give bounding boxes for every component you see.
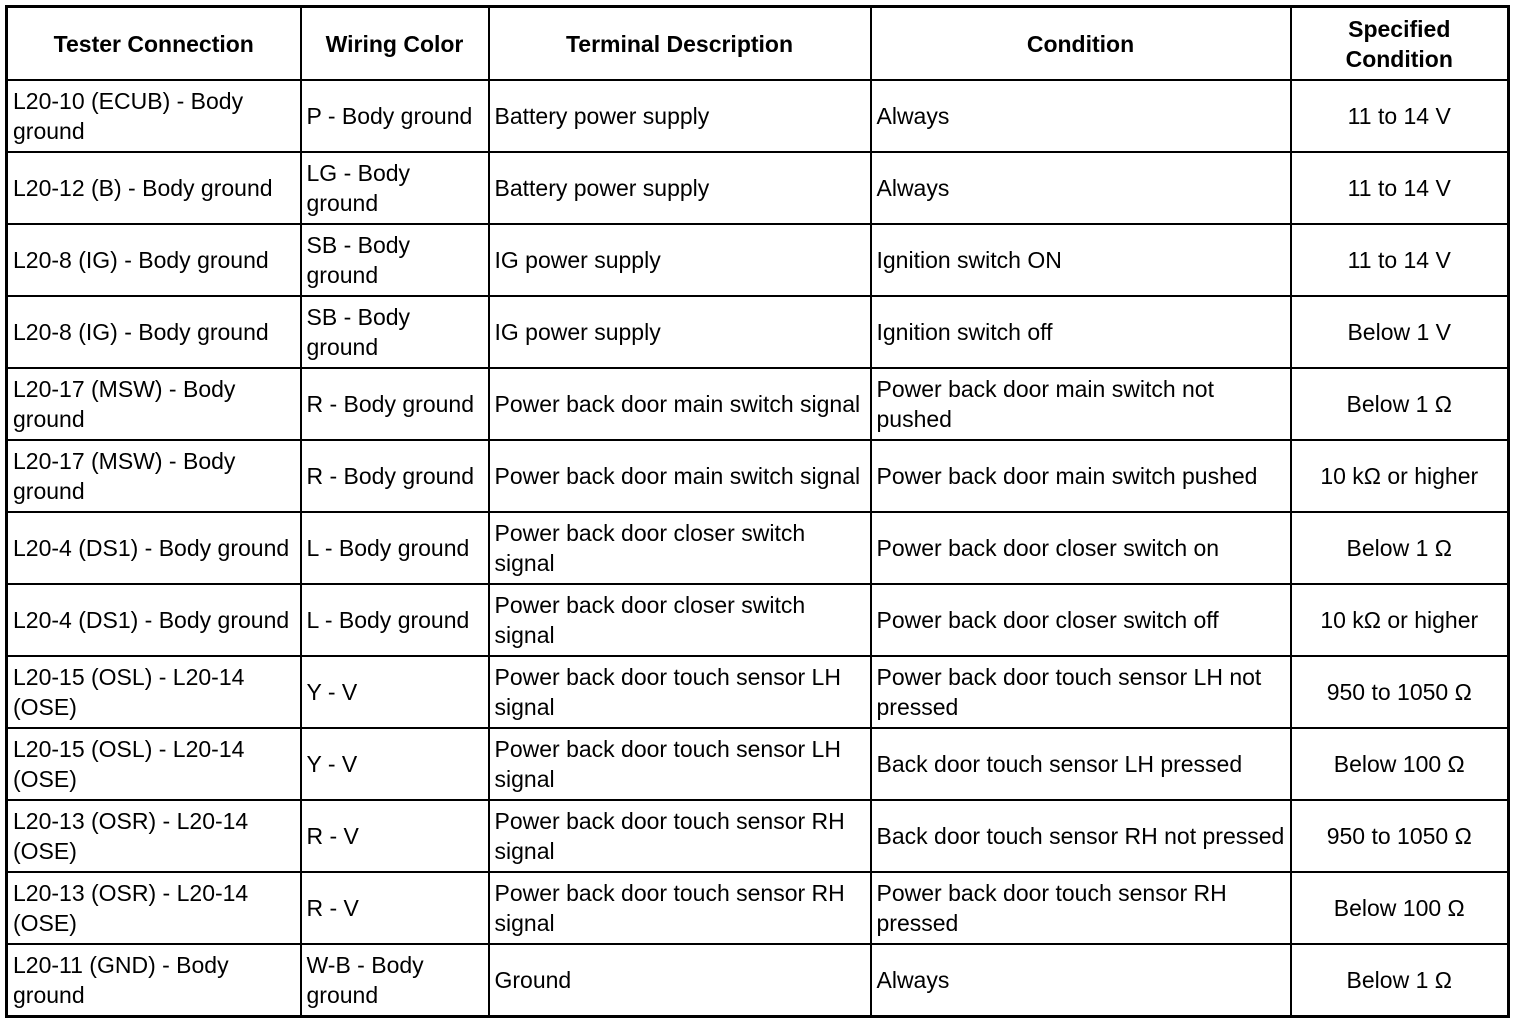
specified-condition-cell: Below 1 V bbox=[1291, 296, 1509, 368]
condition-cell: Back door touch sensor LH pressed bbox=[871, 728, 1291, 800]
specified-condition-cell: 11 to 14 V bbox=[1291, 152, 1509, 224]
terminal-description-cell: Power back door main switch signal bbox=[489, 368, 871, 440]
tester-connection-cell: L20-8 (IG) - Body ground bbox=[7, 296, 301, 368]
specified-condition-cell: 11 to 14 V bbox=[1291, 80, 1509, 152]
condition-cell: Always bbox=[871, 944, 1291, 1017]
wiring-color-cell: SB - Body ground bbox=[301, 224, 489, 296]
table-row bbox=[7, 584, 1509, 656]
header-wiring-color: Wiring Color bbox=[301, 7, 489, 81]
tester-connection-cell: L20-10 (ECUB) - Body ground bbox=[7, 80, 301, 152]
condition-cell: Back door touch sensor RH not pressed bbox=[871, 800, 1291, 872]
wiring-color-cell: L - Body ground bbox=[301, 512, 489, 584]
terminal-description-cell: Power back door closer switch signal bbox=[489, 512, 871, 584]
tester-connection-cell: L20-15 (OSL) - L20-14 (OSE) bbox=[7, 728, 301, 800]
table-row bbox=[7, 80, 1509, 152]
table-row bbox=[7, 944, 1509, 1017]
condition-cell: Power back door touch sensor LH not pressed bbox=[871, 656, 1291, 728]
terminal-description-cell: Battery power supply bbox=[489, 152, 871, 224]
terminal-description-cell: Power back door main switch signal bbox=[489, 440, 871, 512]
wiring-color-cell: P - Body ground bbox=[301, 80, 489, 152]
terminal-description-cell: Power back door closer switch signal bbox=[489, 584, 871, 656]
table-row bbox=[7, 440, 1509, 512]
table-header-row bbox=[7, 7, 1509, 81]
header-tester-connection: Tester Connection bbox=[7, 7, 301, 81]
terminal-description-cell: Power back door touch sensor RH signal bbox=[489, 800, 871, 872]
tester-connection-cell: L20-15 (OSL) - L20-14 (OSE) bbox=[7, 656, 301, 728]
specified-condition-cell: 11 to 14 V bbox=[1291, 224, 1509, 296]
table-row bbox=[7, 512, 1509, 584]
wiring-color-cell: R - V bbox=[301, 800, 489, 872]
condition-cell: Power back door closer switch on bbox=[871, 512, 1291, 584]
tester-connection-cell: L20-13 (OSR) - L20-14 (OSE) bbox=[7, 800, 301, 872]
terminal-description-cell: Power back door touch sensor RH signal bbox=[489, 872, 871, 944]
tester-connection-cell: L20-12 (B) - Body ground bbox=[7, 152, 301, 224]
terminal-check-table-wrapper bbox=[5, 5, 1507, 1018]
tester-connection-cell: L20-13 (OSR) - L20-14 (OSE) bbox=[7, 872, 301, 944]
specified-condition-cell: 950 to 1050 Ω bbox=[1291, 800, 1509, 872]
condition-cell: Ignition switch ON bbox=[871, 224, 1291, 296]
wiring-color-cell: LG - Body ground bbox=[301, 152, 489, 224]
wiring-color-cell: L - Body ground bbox=[301, 584, 489, 656]
condition-cell: Power back door touch sensor RH pressed bbox=[871, 872, 1291, 944]
condition-cell: Always bbox=[871, 80, 1291, 152]
specified-condition-cell: 10 kΩ or higher bbox=[1291, 584, 1509, 656]
specified-condition-cell: 950 to 1050 Ω bbox=[1291, 656, 1509, 728]
terminal-check-table bbox=[5, 5, 1510, 1018]
tester-connection-cell: L20-4 (DS1) - Body ground bbox=[7, 512, 301, 584]
table-row bbox=[7, 368, 1509, 440]
table-body bbox=[7, 80, 1509, 1017]
table-row bbox=[7, 872, 1509, 944]
wiring-color-cell: R - Body ground bbox=[301, 368, 489, 440]
table-row bbox=[7, 224, 1509, 296]
wiring-color-cell: SB - Body ground bbox=[301, 296, 489, 368]
table-row bbox=[7, 728, 1509, 800]
table-row bbox=[7, 800, 1509, 872]
tester-connection-cell: L20-11 (GND) - Body ground bbox=[7, 944, 301, 1017]
table-row bbox=[7, 296, 1509, 368]
wiring-color-cell: Y - V bbox=[301, 728, 489, 800]
tester-connection-cell: L20-17 (MSW) - Body ground bbox=[7, 368, 301, 440]
terminal-description-cell: Power back door touch sensor LH signal bbox=[489, 656, 871, 728]
condition-cell: Power back door main switch pushed bbox=[871, 440, 1291, 512]
specified-condition-cell: Below 100 Ω bbox=[1291, 872, 1509, 944]
condition-cell: Always bbox=[871, 152, 1291, 224]
header-condition: Condition bbox=[871, 7, 1291, 81]
tester-connection-cell: L20-4 (DS1) - Body ground bbox=[7, 584, 301, 656]
terminal-description-cell: IG power supply bbox=[489, 224, 871, 296]
condition-cell: Ignition switch off bbox=[871, 296, 1291, 368]
wiring-color-cell: Y - V bbox=[301, 656, 489, 728]
tester-connection-cell: L20-8 (IG) - Body ground bbox=[7, 224, 301, 296]
header-specified-condition: Specified Condition bbox=[1291, 7, 1509, 81]
specified-condition-cell: Below 1 Ω bbox=[1291, 512, 1509, 584]
header-terminal-description: Terminal Description bbox=[489, 7, 871, 81]
terminal-description-cell: Battery power supply bbox=[489, 80, 871, 152]
terminal-description-cell: IG power supply bbox=[489, 296, 871, 368]
table-row bbox=[7, 656, 1509, 728]
tester-connection-cell: L20-17 (MSW) - Body ground bbox=[7, 440, 301, 512]
condition-cell: Power back door main switch not pushed bbox=[871, 368, 1291, 440]
specified-condition-cell: Below 1 Ω bbox=[1291, 944, 1509, 1017]
wiring-color-cell: W-B - Body ground bbox=[301, 944, 489, 1017]
specified-condition-cell: Below 100 Ω bbox=[1291, 728, 1509, 800]
specified-condition-cell: Below 1 Ω bbox=[1291, 368, 1509, 440]
specified-condition-cell: 10 kΩ or higher bbox=[1291, 440, 1509, 512]
terminal-description-cell: Ground bbox=[489, 944, 871, 1017]
wiring-color-cell: R - Body ground bbox=[301, 440, 489, 512]
terminal-description-cell: Power back door touch sensor LH signal bbox=[489, 728, 871, 800]
wiring-color-cell: R - V bbox=[301, 872, 489, 944]
condition-cell: Power back door closer switch off bbox=[871, 584, 1291, 656]
table-row bbox=[7, 152, 1509, 224]
